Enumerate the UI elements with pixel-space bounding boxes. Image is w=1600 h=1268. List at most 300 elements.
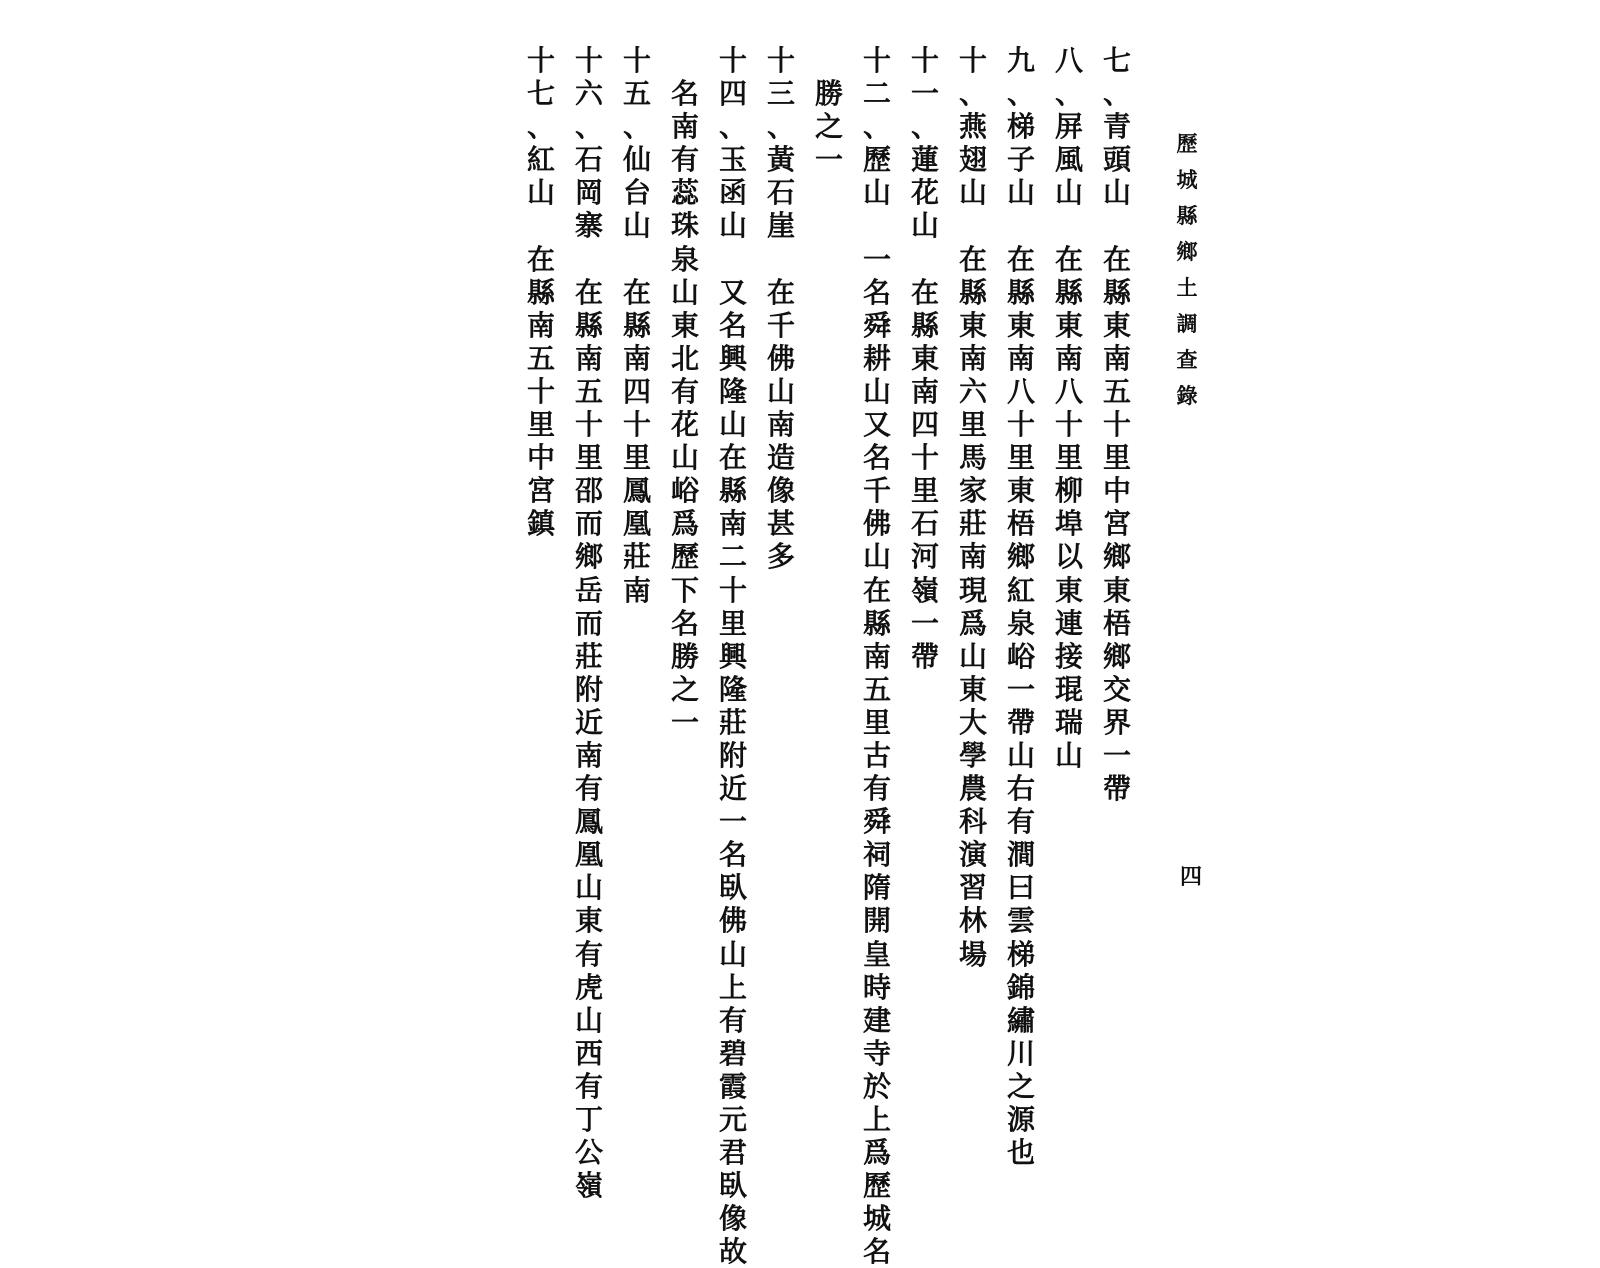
text-char: 四	[910, 408, 939, 442]
text-char: 在	[1054, 242, 1083, 276]
header-char: 錄	[1176, 383, 1198, 408]
entry-column-17	[522, 44, 560, 540]
text-char: 、	[1102, 77, 1131, 111]
text-char: 子	[1006, 143, 1035, 177]
text-char: 十	[574, 408, 603, 442]
text-char: 崖	[766, 209, 795, 243]
text-char: 曰	[1006, 871, 1035, 905]
text-char: 縣	[622, 308, 651, 342]
text-char: 五	[622, 77, 651, 111]
text-char: 農	[958, 772, 987, 806]
text-char: 大	[958, 705, 987, 739]
text-char: 開	[862, 904, 891, 938]
text-char: 東	[1006, 474, 1035, 508]
text-char: 之	[814, 110, 843, 144]
text-char: 蓮	[910, 143, 939, 177]
text-char: 名	[862, 441, 891, 475]
text-char: 六	[574, 77, 603, 111]
text-char: 八	[1006, 374, 1035, 408]
text-char: 千	[766, 308, 795, 342]
text-char: 花	[910, 176, 939, 210]
text-char: 埠	[1054, 507, 1083, 541]
text-char: 十	[718, 44, 747, 77]
page-number: 四	[1180, 864, 1203, 890]
text-char: 峪	[1006, 639, 1035, 673]
text-char: 東	[910, 341, 939, 375]
text-char: 山	[574, 1003, 603, 1037]
text-char: 造	[766, 441, 795, 475]
text-char: 有	[574, 772, 603, 806]
text-char: 十	[910, 44, 939, 77]
text-char: 玉	[718, 143, 747, 177]
text-char: 十	[526, 374, 555, 408]
text-char: 甚	[766, 507, 795, 541]
text-char	[762, 243, 800, 276]
text-char: 青	[1102, 110, 1131, 144]
header-char: 調	[1176, 311, 1198, 336]
text-char: 一	[910, 606, 939, 640]
text-char: 里	[718, 606, 747, 640]
text-char: 以	[1054, 540, 1083, 574]
text-char: 南	[622, 341, 651, 375]
text-char: 莊	[718, 705, 747, 739]
text-char: 元	[718, 1103, 747, 1136]
text-char: 五	[862, 672, 891, 706]
text-char: 家	[958, 474, 987, 508]
text-char: 近	[718, 772, 747, 806]
text-char: 二	[718, 540, 747, 574]
text-char: 縣	[1054, 275, 1083, 309]
text-char: 寺	[862, 1036, 891, 1070]
text-char: 瑞	[1054, 705, 1083, 739]
text-char: 、	[958, 77, 987, 111]
text-char: 山	[718, 937, 747, 971]
text-char: 函	[718, 176, 747, 210]
header-char: 查	[1176, 347, 1198, 372]
text-char: 馬	[958, 441, 987, 475]
text-char: 東	[1102, 308, 1131, 342]
text-char: 場	[958, 937, 987, 971]
text-char: 在	[1006, 242, 1035, 276]
text-char: 縣	[574, 308, 603, 342]
header-char: 縣	[1176, 203, 1198, 228]
text-char: 凰	[622, 507, 651, 541]
text-char: 莊	[958, 507, 987, 541]
text-char: 在	[862, 573, 891, 607]
text-char	[858, 209, 896, 242]
text-char: 岡	[574, 176, 603, 210]
text-char: 千	[862, 474, 891, 508]
text-char: 縣	[718, 474, 747, 508]
text-char: 名	[862, 1235, 891, 1268]
text-char: 山	[910, 209, 939, 243]
text-char: 附	[574, 672, 603, 706]
text-char: 隋	[862, 871, 891, 905]
text-char: 泉	[1006, 606, 1035, 640]
text-char: 東	[958, 672, 987, 706]
text-char: 十	[526, 44, 555, 77]
text-char: 像	[766, 474, 795, 508]
text-char: 四	[622, 374, 651, 408]
text-char: 東	[1054, 308, 1083, 342]
text-char: 山	[958, 639, 987, 673]
text-char: 又	[862, 408, 891, 442]
text-char: 南	[958, 341, 987, 375]
text-char: 一	[862, 242, 891, 276]
entry-column-10	[954, 44, 992, 971]
text-char: 東	[1006, 308, 1035, 342]
text-char: 之	[1006, 1069, 1035, 1103]
text-char: 君	[718, 1136, 747, 1170]
text-char: 二	[862, 77, 891, 111]
text-char: 錦	[1006, 970, 1035, 1004]
text-char: 七	[526, 77, 555, 111]
text-char: 十	[574, 44, 603, 77]
text-char	[906, 243, 944, 276]
text-char: 翅	[958, 143, 987, 177]
text-char: 鎮	[526, 507, 555, 541]
text-char: 山	[1102, 176, 1131, 210]
text-char: 梯	[1006, 937, 1035, 971]
text-char: 縣	[958, 275, 987, 309]
text-char: 南	[670, 110, 699, 144]
text-char: 黃	[766, 143, 795, 177]
text-char: 佛	[862, 507, 891, 541]
text-char: 三	[766, 77, 795, 111]
entry-column-16	[570, 44, 608, 1202]
text-char: 下	[670, 573, 699, 607]
entry-column-13	[762, 44, 800, 574]
entry-column-8	[1050, 44, 1088, 772]
text-char: 歷	[862, 143, 891, 177]
text-char: 有	[1006, 805, 1035, 839]
text-char: 河	[910, 540, 939, 574]
text-char: 嶺	[910, 573, 939, 607]
text-char: 七	[1102, 44, 1131, 77]
text-char: 帶	[1006, 705, 1035, 739]
text-char: 有	[670, 374, 699, 408]
text-char: 十	[1006, 408, 1035, 442]
text-char: 南	[526, 308, 555, 342]
text-char: 西	[574, 1036, 603, 1070]
text-char: 勝	[814, 77, 843, 111]
text-char	[522, 209, 560, 242]
text-char: 山	[958, 176, 987, 210]
text-char: 有	[574, 937, 603, 971]
text-char: 也	[1006, 1136, 1035, 1170]
text-char: 凰	[574, 838, 603, 872]
text-char: 繡	[1006, 1003, 1035, 1037]
text-char: 莊	[574, 639, 603, 673]
text-char: 南	[958, 540, 987, 574]
text-char: 佛	[718, 904, 747, 938]
text-char: 山	[1006, 738, 1035, 772]
text-char: 上	[862, 1103, 891, 1136]
text-char: 寨	[574, 209, 603, 243]
text-char: 丁	[574, 1103, 603, 1136]
text-char: 澗	[1006, 838, 1035, 872]
text-char: 九	[1006, 44, 1035, 77]
header-char: 鄉	[1176, 239, 1198, 264]
header-char: 城	[1176, 167, 1198, 192]
text-char: 八	[1054, 44, 1083, 77]
text-char: 鄉	[1006, 540, 1035, 574]
text-char: 興	[718, 341, 747, 375]
text-char: 十	[766, 44, 795, 77]
text-char: 嶺	[574, 1169, 603, 1203]
text-char: 梧	[1006, 507, 1035, 541]
text-char: 皇	[862, 937, 891, 971]
running-header-title	[1172, 126, 1202, 414]
text-char: 山	[670, 441, 699, 475]
text-char: 隆	[718, 374, 747, 408]
text-char: 縣	[1006, 275, 1035, 309]
text-char: 臥	[718, 1169, 747, 1203]
text-char: 中	[1102, 474, 1131, 508]
text-char: 東	[1102, 573, 1131, 607]
entry-column-14	[714, 44, 752, 1268]
text-char: 有	[670, 143, 699, 177]
text-char: 五	[574, 374, 603, 408]
text-char: 習	[958, 871, 987, 905]
text-char: 台	[622, 176, 651, 210]
text-char: 一	[718, 805, 747, 839]
text-char: 名	[670, 77, 699, 111]
text-char: 東	[574, 904, 603, 938]
text-char: 泉	[670, 242, 699, 276]
text-char: 、	[574, 110, 603, 144]
text-char: 南	[1054, 341, 1083, 375]
text-char: 一	[910, 77, 939, 111]
text-char: 川	[1006, 1036, 1035, 1070]
text-char: 里	[1054, 441, 1083, 475]
text-char: 里	[526, 408, 555, 442]
text-char: 之	[670, 672, 699, 706]
text-char: 右	[1006, 772, 1035, 806]
text-char: 興	[718, 639, 747, 673]
text-char: 虎	[574, 970, 603, 1004]
text-char: 臥	[718, 871, 747, 905]
text-char: 柳	[1054, 474, 1083, 508]
text-char: 山	[766, 374, 795, 408]
text-char: 南	[718, 507, 747, 541]
text-char: 城	[862, 1202, 891, 1236]
text-char: 縣	[1102, 275, 1131, 309]
text-char: 、	[1006, 77, 1035, 111]
text-char: 附	[718, 738, 747, 772]
text-char	[954, 209, 992, 242]
text-char: 有	[862, 772, 891, 806]
text-char: 莊	[622, 540, 651, 574]
text-char: 十	[910, 441, 939, 475]
text-char: 在	[574, 275, 603, 309]
text-char: 東	[670, 308, 699, 342]
text-char: 一	[814, 143, 843, 177]
text-char: 石	[766, 176, 795, 210]
text-char: 公	[574, 1136, 603, 1170]
text-char: 峪	[670, 474, 699, 508]
text-char: 爲	[670, 507, 699, 541]
text-char: 宮	[1102, 507, 1131, 541]
text-char: 山	[1054, 176, 1083, 210]
text-char: 鳳	[622, 474, 651, 508]
text-char: 里	[574, 441, 603, 475]
text-char: 紅	[1006, 573, 1035, 607]
text-char: 蕊	[670, 176, 699, 210]
text-char: 名	[718, 308, 747, 342]
text-char: 在	[622, 275, 651, 309]
entry-column-15	[618, 44, 656, 607]
text-char: 一	[1006, 672, 1035, 706]
entry-column-9	[1002, 44, 1040, 1169]
text-char: 梯	[1006, 110, 1035, 144]
text-char: 山	[862, 374, 891, 408]
text-char: 里	[1102, 441, 1131, 475]
text-char: 山	[718, 209, 747, 243]
text-char: 東	[1054, 573, 1083, 607]
text-char: 邵	[574, 474, 603, 508]
text-char: 南	[1006, 341, 1035, 375]
text-char: 山	[526, 176, 555, 210]
text-char: 十	[958, 44, 987, 77]
text-char: 紅	[526, 143, 555, 177]
text-char: 鄉	[574, 540, 603, 574]
text-char: 又	[718, 275, 747, 309]
text-char: 霞	[718, 1069, 747, 1103]
text-char: 屏	[1054, 110, 1083, 144]
text-char: 在	[910, 275, 939, 309]
text-char	[1050, 209, 1088, 242]
text-char: 舜	[862, 308, 891, 342]
text-char: 琨	[1054, 672, 1083, 706]
text-char: 里	[862, 705, 891, 739]
text-char: 一	[670, 705, 699, 739]
text-char: 石	[910, 507, 939, 541]
text-char: 十	[718, 573, 747, 607]
text-char: 珠	[670, 209, 699, 243]
text-char: 南	[910, 374, 939, 408]
text-char: 北	[670, 341, 699, 375]
text-char: 耕	[862, 341, 891, 375]
text-char: 在	[718, 441, 747, 475]
text-char: 南	[574, 341, 603, 375]
text-char: 連	[1054, 606, 1083, 640]
text-char: 名	[670, 606, 699, 640]
text-char: 雲	[1006, 904, 1035, 938]
text-char: 六	[958, 374, 987, 408]
text-char: 爲	[958, 606, 987, 640]
text-char: 故	[718, 1235, 747, 1268]
text-char: 而	[574, 507, 603, 541]
text-char: 南	[766, 408, 795, 442]
text-char	[1098, 209, 1136, 242]
text-char: 山	[622, 209, 651, 243]
text-char: 、	[526, 110, 555, 144]
text-char: 十	[862, 44, 891, 77]
text-char: 山	[1054, 738, 1083, 772]
text-char: 名	[718, 838, 747, 872]
header-char: 土	[1176, 275, 1198, 300]
text-char: 鄉	[1102, 639, 1131, 673]
text-char: 帶	[1102, 772, 1131, 806]
text-char	[570, 243, 608, 276]
text-char: 在	[526, 242, 555, 276]
text-char: 帶	[910, 639, 939, 673]
text-char: 十	[1102, 408, 1131, 442]
text-char: 、	[1054, 77, 1083, 111]
text-char: 演	[958, 838, 987, 872]
text-char: 近	[574, 705, 603, 739]
text-char: 時	[862, 970, 891, 1004]
text-char: 十	[1054, 408, 1083, 442]
entry-column-12-continued	[810, 77, 848, 176]
text-char: 燕	[958, 110, 987, 144]
header-char: 歷	[1176, 131, 1198, 156]
text-char: 接	[1054, 639, 1083, 673]
text-char: 南	[1102, 341, 1131, 375]
text-char: 里	[910, 474, 939, 508]
text-char: 祠	[862, 838, 891, 872]
text-char: 十	[622, 44, 651, 77]
text-char: 現	[958, 573, 987, 607]
text-char: 岳	[574, 573, 603, 607]
text-char: 、	[718, 110, 747, 144]
text-char: 五	[1102, 374, 1131, 408]
text-char: 學	[958, 738, 987, 772]
text-char: 花	[670, 408, 699, 442]
text-char: 梧	[1102, 606, 1131, 640]
text-char	[618, 243, 656, 276]
text-char: 風	[1054, 143, 1083, 177]
text-char: 山	[1006, 176, 1035, 210]
text-char: 歷	[670, 540, 699, 574]
text-char: 古	[862, 738, 891, 772]
text-char: 縣	[910, 308, 939, 342]
text-char: 南	[574, 738, 603, 772]
text-char: 山	[574, 871, 603, 905]
text-char: 東	[958, 308, 987, 342]
text-char: 縣	[526, 275, 555, 309]
text-char: 界	[1102, 705, 1131, 739]
text-char: 歷	[862, 1169, 891, 1203]
text-char: 仙	[622, 143, 651, 177]
entry-column-7	[1098, 44, 1136, 805]
text-char: 南	[862, 639, 891, 673]
text-char: 名	[862, 275, 891, 309]
text-char: 碧	[718, 1036, 747, 1070]
text-char: 上	[718, 970, 747, 1004]
text-char: 多	[766, 540, 795, 574]
text-char: 在	[766, 275, 795, 309]
text-char: 十	[622, 408, 651, 442]
text-char: 鳳	[574, 805, 603, 839]
text-char: 八	[1054, 374, 1083, 408]
text-char: 山	[862, 540, 891, 574]
text-char: 一	[1102, 738, 1131, 772]
text-char: 科	[958, 805, 987, 839]
entry-column-14-continued	[666, 77, 704, 739]
entry-column-12	[858, 44, 896, 1268]
text-char: 建	[862, 1003, 891, 1037]
text-char: 宮	[526, 474, 555, 508]
text-char: 、	[766, 110, 795, 144]
text-char: 里	[622, 441, 651, 475]
text-char: 石	[574, 143, 603, 177]
text-char: 隆	[718, 672, 747, 706]
text-char: 四	[718, 77, 747, 111]
text-char: 舜	[862, 805, 891, 839]
text-char: 山	[670, 275, 699, 309]
